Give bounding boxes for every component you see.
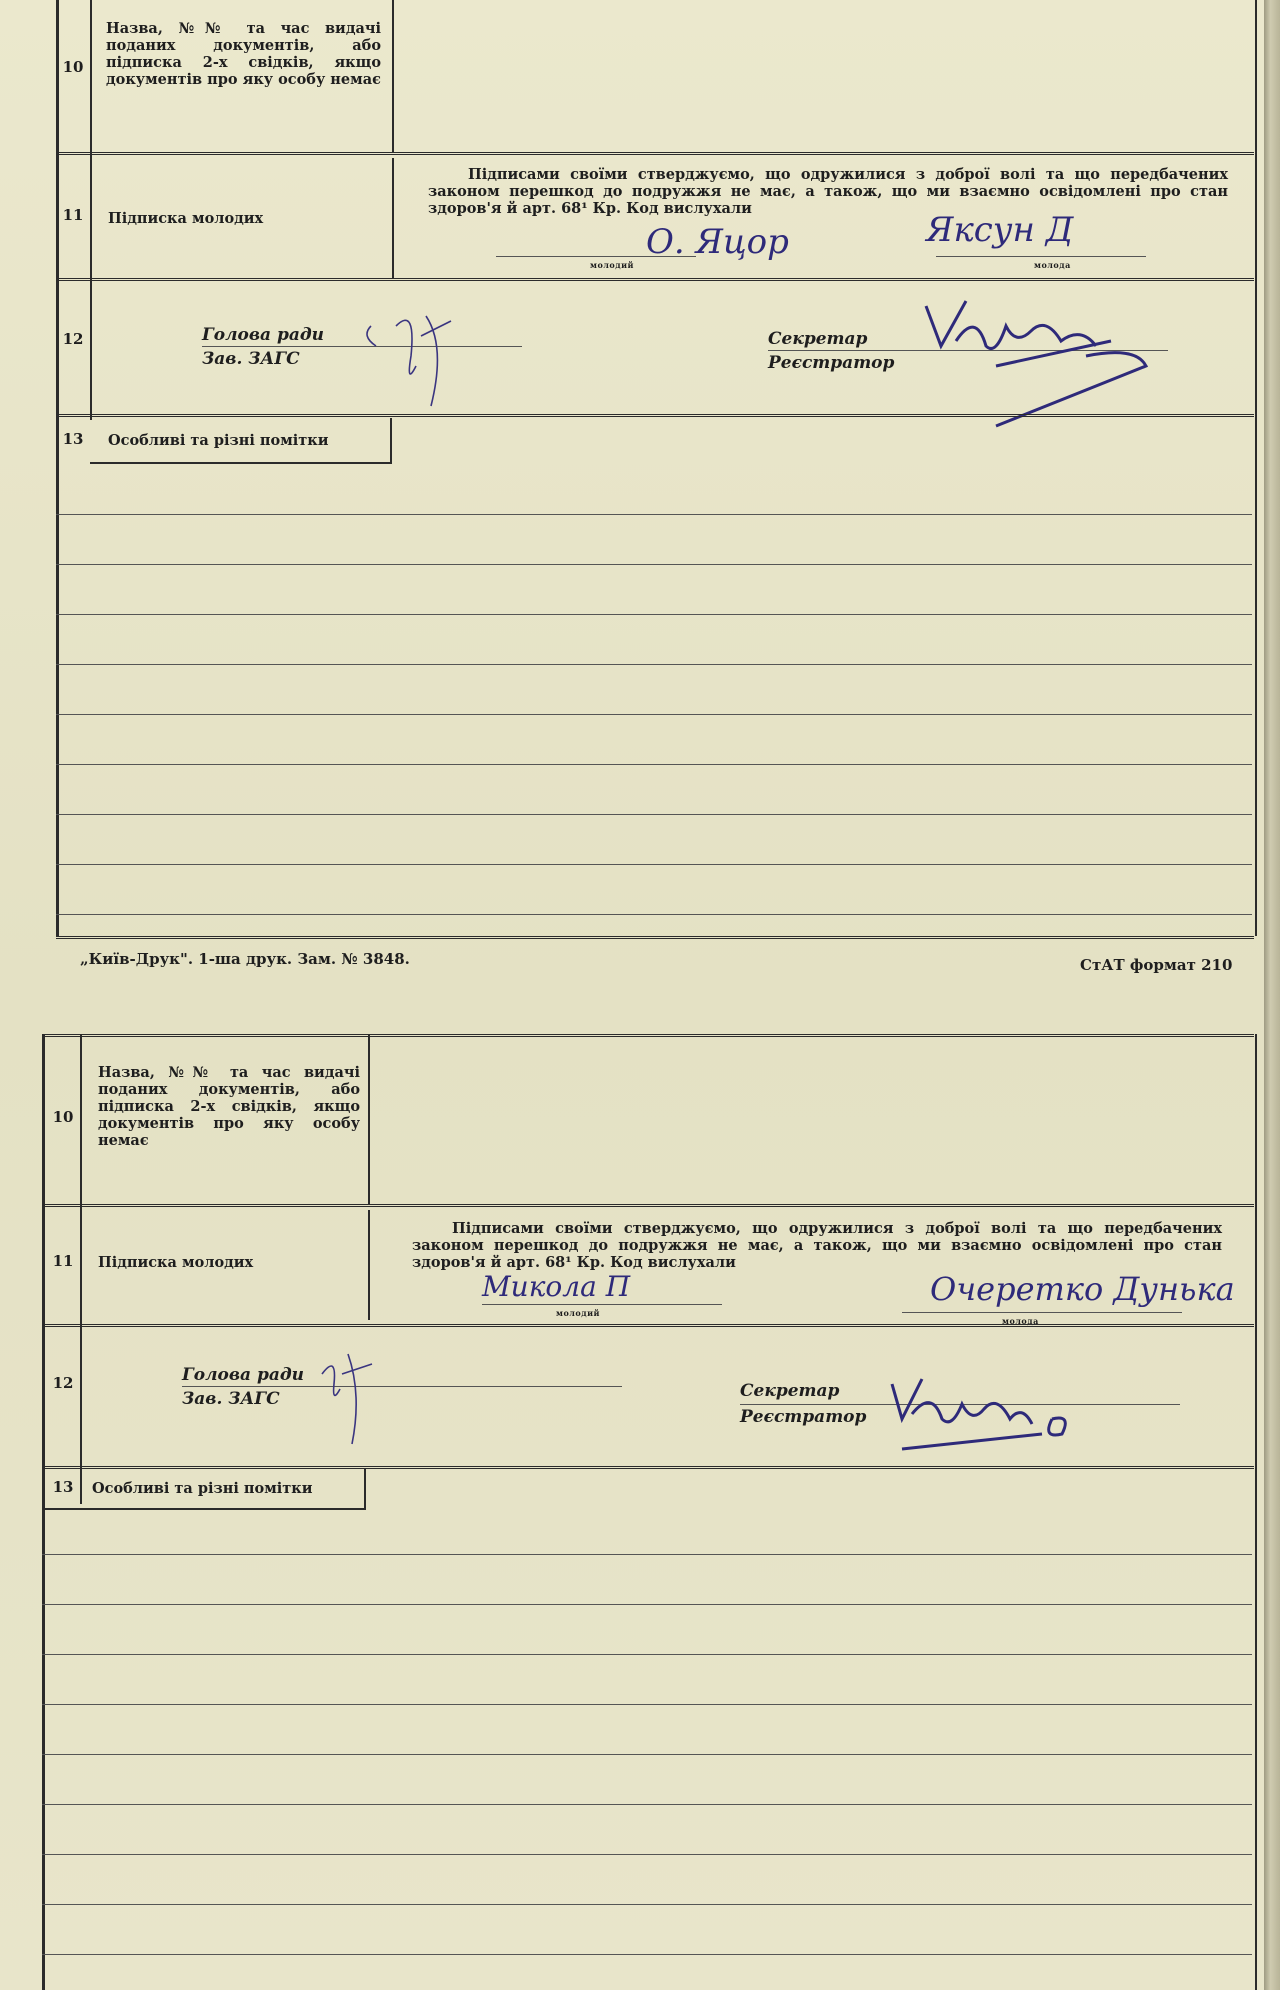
special-notes-label: Особливі та різні помітки [108,432,329,449]
ruled-line [42,1554,1252,1555]
label-column-divider [392,158,394,278]
bride-signature-line [936,256,1146,257]
special-notes-label: Особливі та різні помітки [92,1480,313,1497]
row-number: 13 [62,430,84,448]
number-column-divider [80,1034,82,1504]
secretary-label: Секретар [768,329,868,349]
row-number: 12 [52,1374,74,1392]
groom-signature: Микола П [482,1270,631,1303]
ruled-line [56,514,1252,515]
bride-caption: молода [1002,1316,1039,1326]
format-note: СтАТ формат 210 [1080,956,1233,974]
secretary-signature [872,1364,1092,1474]
ruled-line [42,1654,1252,1655]
registrar-label: Реєстратор [740,1407,867,1427]
bride-signature: Очеретко Дунька [930,1270,1235,1308]
ruled-line [42,1904,1252,1905]
signatures-of-couple-label: Підписка молодих [98,1254,254,1271]
ruled-line [56,664,1252,665]
declaration-text: Підписами своїми стверджуємо, що одружилися з доброї волі та що передбачених законом перешкод до подружжя не має, а також, що ми взаємно освідомлені про стан здоров'я й арт. 68¹ Кр. Код вислухали [412,1220,1222,1271]
documents-label: Назва, №№ та час видачі поданих документів, або підписка 2-х свідків, якщо документів про яку особу немає [98,1064,360,1149]
bride-signature-line [902,1312,1182,1313]
ruled-line [56,814,1252,815]
ruled-line [42,1804,1252,1805]
declaration-text: Підписами своїми стверджуємо, що одружилися з доброї волі та що передбачених законом перешкод до подружжя не має, а також, що ми взаємно освідомлені про стан здоров'я й арт. 68¹ Кр. Код вислухали [428,166,1228,217]
bride-caption: молода [1034,260,1071,270]
notes-label-box [90,418,392,464]
groom-caption: молодий [590,260,634,270]
row-number: 12 [62,330,84,348]
ruled-line [56,914,1252,915]
ruled-line [42,1754,1252,1755]
signatures-of-couple-label: Підписка молодих [108,210,264,227]
ruled-line [56,864,1252,865]
form-top-border [42,1034,1254,1037]
form-frame [56,0,1257,936]
ruled-line [42,1704,1252,1705]
bride-signature: Яксун Д [926,210,1074,250]
groom-caption: молодий [556,1308,600,1318]
row-divider [56,152,1254,155]
row-number: 11 [52,1252,74,1270]
groom-signature: О. Яцор [646,222,789,262]
row-divider [56,414,1254,417]
row-number: 10 [62,58,84,76]
number-column-divider [90,0,92,420]
row-divider [42,1324,1254,1327]
label-column-divider [368,1034,370,1204]
council-head-label: Голова ради [182,1365,305,1385]
secretary-label: Секретар [740,1381,840,1401]
groom-signature-line [482,1304,722,1305]
marriage-record-form-top [56,0,1256,940]
form-frame [42,1034,1257,1990]
row-number: 10 [52,1108,74,1126]
documents-label: Назва, №№ та час видачі поданих документів, або підписка 2-х свідків, якщо документів про яку особу немає [106,20,381,88]
notes-label-box [42,1468,366,1510]
ruled-line [56,714,1252,715]
registry-head-label: Зав. ЗАГС [182,1389,280,1409]
marriage-record-form-bottom [42,1034,1256,1990]
form-bottom-border [56,936,1254,939]
ruled-line [42,1854,1252,1855]
ruled-line [56,614,1252,615]
ruled-line [42,1604,1252,1605]
ruled-line [56,764,1252,765]
ruled-line [42,1954,1252,1955]
label-column-divider [368,1210,370,1320]
row-number: 13 [52,1478,74,1496]
registrar-label: Реєстратор [768,353,895,373]
row-divider [42,1204,1254,1207]
ruled-line [56,564,1252,565]
registry-head-label: Зав. ЗАГС [202,349,300,369]
label-column-divider [392,0,394,152]
row-number: 11 [62,206,84,224]
row-divider [56,278,1254,281]
head-signature [312,1334,432,1474]
book-spine [1264,0,1280,1990]
council-head-label: Голова ради [202,325,325,345]
printer-imprint: „Київ-Друк". 1-ша друк. Зам. № 3848. [80,950,410,968]
